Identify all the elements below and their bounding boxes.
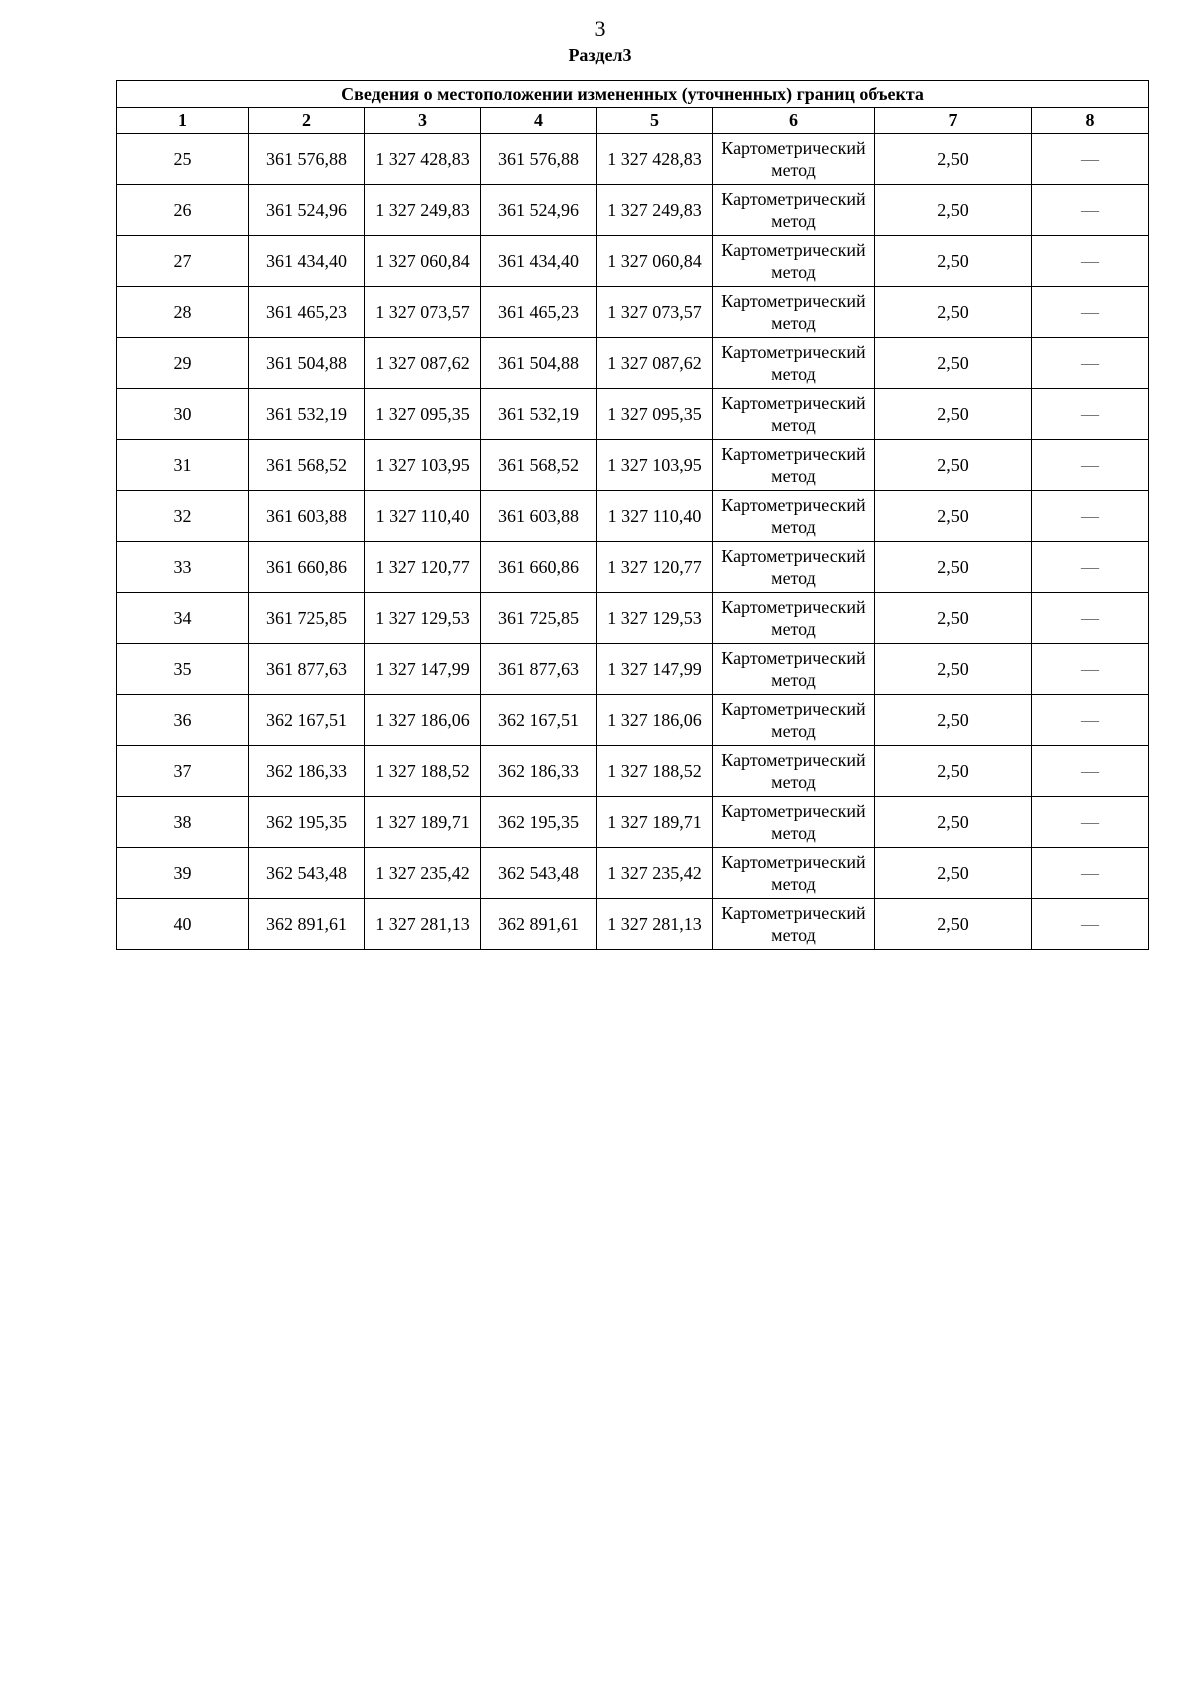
new-x-cell: 361 603,88 xyxy=(481,491,597,542)
table-row xyxy=(117,848,1149,899)
existing-x-cell: 361 725,85 xyxy=(249,593,365,644)
new-x-cell: 361 434,40 xyxy=(481,236,597,287)
precision-cell: 2,50 xyxy=(875,542,1032,593)
existing-x-cell: 361 465,23 xyxy=(249,287,365,338)
new-y-cell: 1 327 189,71 xyxy=(597,797,713,848)
existing-y-cell: 1 327 235,42 xyxy=(365,848,481,899)
table-row xyxy=(117,797,1149,848)
existing-y-cell: 1 327 428,83 xyxy=(365,134,481,185)
column-number: 3 xyxy=(365,108,481,134)
precision-cell: 2,50 xyxy=(875,899,1032,950)
method-cell: Картометрический метод xyxy=(713,236,875,287)
existing-x-cell: 361 568,52 xyxy=(249,440,365,491)
new-x-cell: 362 186,33 xyxy=(481,746,597,797)
method-cell: Картометрический метод xyxy=(713,644,875,695)
point-number-cell: 28 xyxy=(117,287,249,338)
note-cell: — xyxy=(1032,746,1149,797)
table-row xyxy=(117,695,1149,746)
precision-cell: 2,50 xyxy=(875,185,1032,236)
new-y-cell: 1 327 110,40 xyxy=(597,491,713,542)
table-row xyxy=(117,491,1149,542)
point-number-cell: 39 xyxy=(117,848,249,899)
existing-x-cell: 362 186,33 xyxy=(249,746,365,797)
note-cell: — xyxy=(1032,440,1149,491)
note-cell: — xyxy=(1032,593,1149,644)
method-cell: Картометрический метод xyxy=(713,287,875,338)
precision-cell: 2,50 xyxy=(875,491,1032,542)
existing-x-cell: 362 195,35 xyxy=(249,797,365,848)
existing-x-cell: 361 532,19 xyxy=(249,389,365,440)
precision-cell: 2,50 xyxy=(875,236,1032,287)
note-cell: — xyxy=(1032,236,1149,287)
table-row xyxy=(117,542,1149,593)
point-number-cell: 25 xyxy=(117,134,249,185)
point-number-cell: 37 xyxy=(117,746,249,797)
note-cell: — xyxy=(1032,287,1149,338)
precision-cell: 2,50 xyxy=(875,644,1032,695)
boundary-coordinates-table xyxy=(116,80,1149,950)
existing-y-cell: 1 327 073,57 xyxy=(365,287,481,338)
point-number-cell: 31 xyxy=(117,440,249,491)
new-y-cell: 1 327 120,77 xyxy=(597,542,713,593)
method-cell: Картометрический метод xyxy=(713,746,875,797)
point-number-cell: 35 xyxy=(117,644,249,695)
note-cell: — xyxy=(1032,695,1149,746)
existing-x-cell: 361 524,96 xyxy=(249,185,365,236)
method-cell: Картометрический метод xyxy=(713,593,875,644)
column-number: 4 xyxy=(481,108,597,134)
new-y-cell: 1 327 428,83 xyxy=(597,134,713,185)
column-number: 6 xyxy=(713,108,875,134)
existing-y-cell: 1 327 110,40 xyxy=(365,491,481,542)
method-cell: Картометрический метод xyxy=(713,899,875,950)
precision-cell: 2,50 xyxy=(875,746,1032,797)
existing-y-cell: 1 327 095,35 xyxy=(365,389,481,440)
existing-x-cell: 362 543,48 xyxy=(249,848,365,899)
new-y-cell: 1 327 249,83 xyxy=(597,185,713,236)
new-y-cell: 1 327 103,95 xyxy=(597,440,713,491)
existing-y-cell: 1 327 120,77 xyxy=(365,542,481,593)
section-title: Раздел3 xyxy=(568,45,632,65)
existing-x-cell: 361 504,88 xyxy=(249,338,365,389)
existing-y-cell: 1 327 103,95 xyxy=(365,440,481,491)
column-number: 8 xyxy=(1032,108,1149,134)
method-cell: Картометрический метод xyxy=(713,797,875,848)
new-x-cell: 361 504,88 xyxy=(481,338,597,389)
new-x-cell: 361 532,19 xyxy=(481,389,597,440)
point-number-cell: 29 xyxy=(117,338,249,389)
column-number: 7 xyxy=(875,108,1032,134)
note-cell: — xyxy=(1032,797,1149,848)
table-row xyxy=(117,746,1149,797)
new-x-cell: 361 725,85 xyxy=(481,593,597,644)
point-number-cell: 34 xyxy=(117,593,249,644)
existing-y-cell: 1 327 060,84 xyxy=(365,236,481,287)
method-cell: Картометрический метод xyxy=(713,338,875,389)
existing-y-cell: 1 327 188,52 xyxy=(365,746,481,797)
point-number-cell: 36 xyxy=(117,695,249,746)
table-row xyxy=(117,236,1149,287)
note-cell: — xyxy=(1032,899,1149,950)
method-cell: Картометрический метод xyxy=(713,491,875,542)
method-cell: Картометрический метод xyxy=(713,848,875,899)
method-cell: Картометрический метод xyxy=(713,389,875,440)
page-number: 3 xyxy=(594,16,606,41)
existing-x-cell: 362 891,61 xyxy=(249,899,365,950)
new-y-cell: 1 327 087,62 xyxy=(597,338,713,389)
point-number-cell: 40 xyxy=(117,899,249,950)
new-y-cell: 1 327 281,13 xyxy=(597,899,713,950)
precision-cell: 2,50 xyxy=(875,848,1032,899)
existing-x-cell: 361 434,40 xyxy=(249,236,365,287)
method-cell: Картометрический метод xyxy=(713,134,875,185)
point-number-cell: 38 xyxy=(117,797,249,848)
note-cell: — xyxy=(1032,338,1149,389)
new-x-cell: 362 543,48 xyxy=(481,848,597,899)
point-number-cell: 30 xyxy=(117,389,249,440)
note-cell: — xyxy=(1032,491,1149,542)
new-y-cell: 1 327 129,53 xyxy=(597,593,713,644)
new-y-cell: 1 327 060,84 xyxy=(597,236,713,287)
existing-y-cell: 1 327 186,06 xyxy=(365,695,481,746)
new-x-cell: 361 877,63 xyxy=(481,644,597,695)
new-x-cell: 361 568,52 xyxy=(481,440,597,491)
method-cell: Картометрический метод xyxy=(713,185,875,236)
new-x-cell: 362 167,51 xyxy=(481,695,597,746)
precision-cell: 2,50 xyxy=(875,287,1032,338)
existing-x-cell: 362 167,51 xyxy=(249,695,365,746)
note-cell: — xyxy=(1032,134,1149,185)
column-number-row xyxy=(117,108,1149,134)
note-cell: — xyxy=(1032,644,1149,695)
precision-cell: 2,50 xyxy=(875,338,1032,389)
note-cell: — xyxy=(1032,389,1149,440)
table-row xyxy=(117,287,1149,338)
new-y-cell: 1 327 095,35 xyxy=(597,389,713,440)
note-cell: — xyxy=(1032,185,1149,236)
precision-cell: 2,50 xyxy=(875,389,1032,440)
table-row xyxy=(117,440,1149,491)
note-cell: — xyxy=(1032,848,1149,899)
table-row xyxy=(117,338,1149,389)
note-cell: — xyxy=(1032,542,1149,593)
table-row xyxy=(117,134,1149,185)
column-number: 5 xyxy=(597,108,713,134)
precision-cell: 2,50 xyxy=(875,134,1032,185)
existing-y-cell: 1 327 087,62 xyxy=(365,338,481,389)
existing-x-cell: 361 576,88 xyxy=(249,134,365,185)
new-y-cell: 1 327 186,06 xyxy=(597,695,713,746)
new-y-cell: 1 327 073,57 xyxy=(597,287,713,338)
new-y-cell: 1 327 235,42 xyxy=(597,848,713,899)
new-x-cell: 362 195,35 xyxy=(481,797,597,848)
table-row xyxy=(117,593,1149,644)
point-number-cell: 26 xyxy=(117,185,249,236)
method-cell: Картометрический метод xyxy=(713,542,875,593)
existing-y-cell: 1 327 147,99 xyxy=(365,644,481,695)
precision-cell: 2,50 xyxy=(875,593,1032,644)
existing-x-cell: 361 660,86 xyxy=(249,542,365,593)
column-number: 2 xyxy=(249,108,365,134)
column-number: 1 xyxy=(117,108,249,134)
existing-x-cell: 361 877,63 xyxy=(249,644,365,695)
new-x-cell: 361 524,96 xyxy=(481,185,597,236)
method-cell: Картометрический метод xyxy=(713,695,875,746)
existing-y-cell: 1 327 129,53 xyxy=(365,593,481,644)
point-number-cell: 33 xyxy=(117,542,249,593)
new-x-cell: 362 891,61 xyxy=(481,899,597,950)
point-number-cell: 32 xyxy=(117,491,249,542)
table-row xyxy=(117,185,1149,236)
new-x-cell: 361 660,86 xyxy=(481,542,597,593)
new-x-cell: 361 465,23 xyxy=(481,287,597,338)
precision-cell: 2,50 xyxy=(875,440,1032,491)
new-y-cell: 1 327 147,99 xyxy=(597,644,713,695)
table-caption: Сведения о местоположении измененных (уточненных) границ объекта xyxy=(117,81,1149,108)
existing-y-cell: 1 327 249,83 xyxy=(365,185,481,236)
existing-y-cell: 1 327 281,13 xyxy=(365,899,481,950)
table-row xyxy=(117,389,1149,440)
precision-cell: 2,50 xyxy=(875,797,1032,848)
precision-cell: 2,50 xyxy=(875,695,1032,746)
existing-y-cell: 1 327 189,71 xyxy=(365,797,481,848)
method-cell: Картометрический метод xyxy=(713,440,875,491)
point-number-cell: 27 xyxy=(117,236,249,287)
new-x-cell: 361 576,88 xyxy=(481,134,597,185)
table-row xyxy=(117,899,1149,950)
new-y-cell: 1 327 188,52 xyxy=(597,746,713,797)
table-row xyxy=(117,644,1149,695)
existing-x-cell: 361 603,88 xyxy=(249,491,365,542)
